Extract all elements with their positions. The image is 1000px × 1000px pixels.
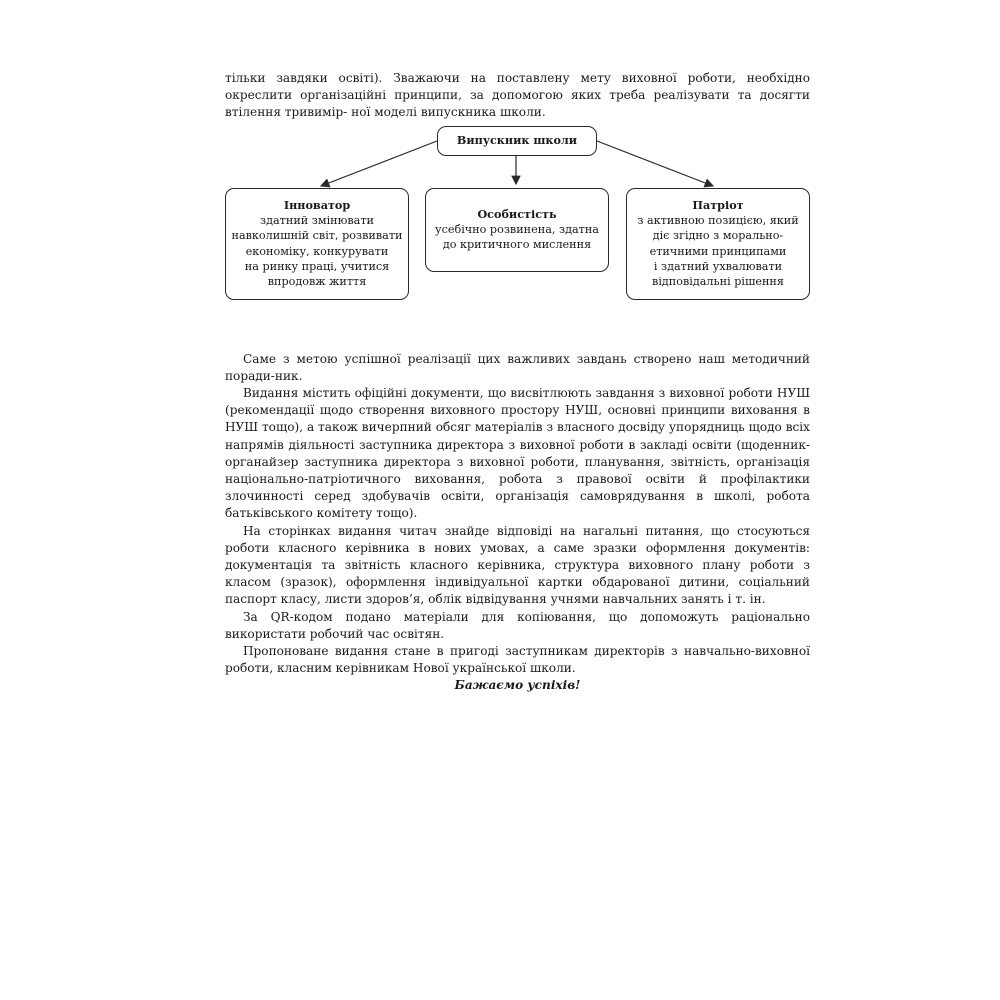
intro-line: тільки завдяки освіті). Зважаючи на поставлену мету виховної роботи, необхідно окреслити	[225, 71, 810, 103]
node-title: Інноватор	[283, 198, 351, 212]
page-content	[225, 70, 810, 695]
intro-line: ної моделі випускника школи.	[351, 105, 546, 120]
node-text-line: діє згідно з морально-	[652, 229, 784, 243]
body-paragraph: На сторінках видання читач знайде відповіді на нагальні питання, що стосуються роботи класного керівника в нових умовах, а саме зразки оформлення документів: документація та звітність класного керівника, структура виховного плану роботи з класом (зразок), оформлення індивідуальної картки обдарованої дитини, соціальний паспорт класу, листи здоров’я, облік відвідування учнями навчальних занять і т. ін.	[225, 523, 810, 607]
closing-wish: Бажаємо успіхів!	[454, 678, 581, 693]
node-text-line: усебічно розвинена, здатна	[435, 223, 599, 236]
node-personality	[425, 188, 609, 272]
arrow-to-innovator	[321, 141, 437, 186]
root-node-graduate	[437, 126, 597, 156]
node-text-line: економіку, конкурувати	[245, 244, 389, 258]
node-text-line: відповідальні рішення	[652, 275, 784, 289]
node-text-line: і здатний ухвалювати	[653, 259, 783, 273]
node-text-line: здатний змінювати	[260, 214, 374, 228]
node-text-line: з активною позицією, який	[637, 214, 799, 228]
body-paragraph: Пропоноване видання стане в пригоді заступникам директорів з навчально-виховної роботи, класним керівникам Нової української школи.	[225, 644, 810, 676]
node-patriot	[626, 188, 810, 300]
node-text-line: навколишній світ, розвивати	[231, 229, 403, 243]
body-paragraph: Саме з метою успішної реалізації цих важливих завдань створено наш методичний поради-ник.	[225, 351, 810, 383]
body-paragraph: Видання містить офіційні документи, що висвітлюють завдання з виховної роботи НУШ (рекомендації щодо створення виховного простору НУШ, основні принципи виховання в НУШ тощо), а також вичерпний обсяг матеріалів з власного досвіду упорядниць щодо всіх напрямів діяльності заступника директора з виховної роботи в закладі освіти (щоденник-органайзер заступника директора з виховної роботи, планування, звітність, організація національно-патріотичного виховання, робота з правової освіти й профілактики злочинності серед здобувачів освіти, організація самоврядування в школі, робота батьківського комітету тощо).	[225, 386, 810, 521]
intro-paragraph	[225, 70, 810, 122]
node-title: Патріот	[692, 198, 744, 212]
arrow-to-patriot	[597, 141, 713, 186]
graduate-model-diagram	[225, 126, 810, 351]
node-title: Особистість	[477, 206, 557, 221]
node-text-line: на ринку праці, учитися	[244, 259, 390, 273]
intro-line: організаційні принципи, за допомогою яких треба реалізувати та досягти втілення тривимір-	[225, 88, 810, 120]
node-innovator	[225, 188, 409, 300]
root-node-label: Випускник школи	[456, 133, 578, 147]
body-paragraph: За QR-кодом подано матеріали для копіювання, що допоможуть раціонально використати робочий час освітян.	[225, 609, 810, 641]
node-text-line: етичними принципами	[649, 244, 787, 258]
node-text-line: до критичного мислення	[442, 238, 592, 252]
node-text-line: впродовж життя	[267, 275, 367, 289]
